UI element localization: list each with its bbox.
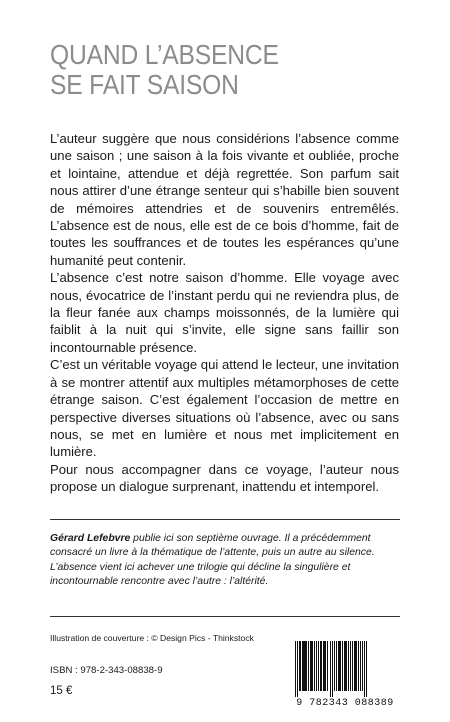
book-title-line-2: SE FAIT SAISON: [50, 69, 239, 100]
author-note-text: publie ici son septième ouvrage. Il a précédemment consacré un livre à la thématique de l’attente, puis un autre au silence. L’absence vient ici achever une trilogie qui décline la singulière et incontournable rencontre avec l’autre : l’altérité.: [50, 533, 375, 588]
cover-illustration-credit: Illustration de couverture : © Design Pics - Thinkstock: [50, 633, 254, 643]
author-note: [50, 532, 399, 590]
barcode-number: 9 782343 088389: [296, 698, 394, 709]
isbn: ISBN : 978-2-343-08838-9: [50, 665, 163, 676]
barcode-bars: [293, 641, 397, 697]
book-title: [50, 40, 367, 100]
blurb-paragraph-4: Pour nous accompagner dans ce voyage, l’auteur nous propose un dialogue surprenant, inattendu et intemporel.: [50, 461, 399, 495]
divider-top: [50, 519, 400, 520]
blurb-paragraph-3: C’est un véritable voyage qui attend le lecteur, une invitation à se montrer attentif aux multiples métamorphoses de cette étrange saison. C’est également l’occasion de mettre en perspective diverses situations où l’absence, avec ou sans nous, se met en lumière et nous met implicitement en lumière.: [50, 357, 399, 460]
author-name: Gérard Lefebvre: [50, 533, 131, 544]
book-title-line-1: QUAND L’ABSENCE: [50, 39, 279, 70]
blurb-paragraph-2: L’absence c’est notre saison d’homme. Elle voyage avec nous, évocatrice de l’instant perdu qui ne reviendra plus, de la fleur fanée aux champs moissonnés, de la lumière qui faiblit à la nuit qui s’invite, elle signe sans faillir son incontournable présence.: [50, 270, 399, 355]
price: 15 €: [50, 685, 73, 697]
back-cover-blurb: [50, 130, 399, 496]
divider-bottom: [50, 616, 400, 617]
barcode: [290, 641, 400, 713]
blurb-paragraph-1: L’auteur suggère que nous considérions l’absence comme une saison ; une saison à la fois vivante et oubliée, proche et lointaine, attendue et déjà regrettée. Son parfum sait nous attirer d’une étrange senteur qui s’habille bien souvent de mémoires attendries et de souvenirs entremêlés. L’absence est de nous, elle est de ce bois d’homme, fait de toutes les souffrances et de toutes les espérances qu’une humanité peut contenir.: [50, 131, 399, 268]
